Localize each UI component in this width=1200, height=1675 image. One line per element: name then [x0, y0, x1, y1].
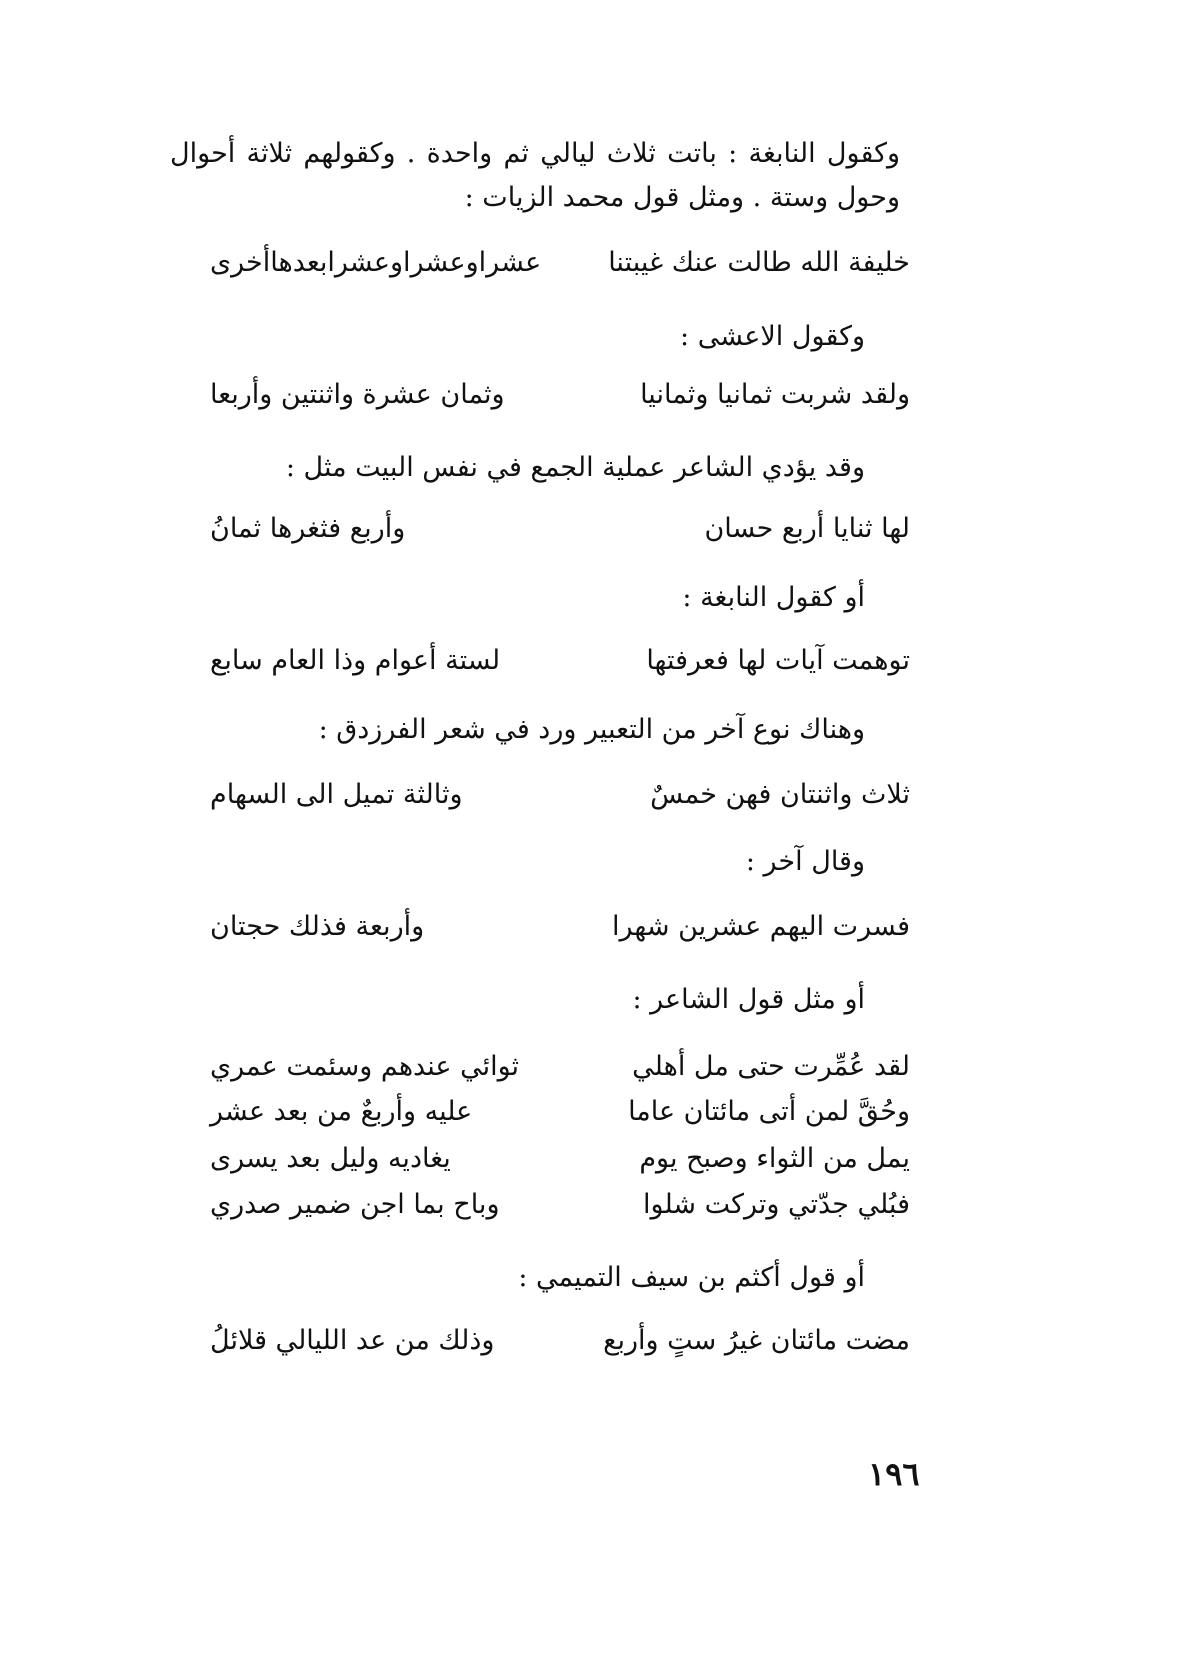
heading-aasha: وكقول الاعشى :: [680, 321, 865, 352]
heading-sum: وقد يؤدي الشاعر عملية الجمع في نفس البيت مثل :: [285, 452, 865, 483]
verse-nabigha: [210, 638, 910, 684]
verse-sum: [210, 506, 910, 552]
verse-hemistich-first: فسرت اليهم عشرين شهرا: [612, 911, 910, 942]
verse-hemistich-second: وثمان عشرة واثنتين وأربعا: [210, 379, 505, 410]
verse-hemistich-first: فبُلي جدّتي وتركت شلوا: [643, 1189, 910, 1220]
verse-hemistich-second: عليه وأربعٌ من بعد عشر: [210, 1096, 473, 1127]
verse-hemistich-first: ولقد شربت ثمانيا وثمانيا: [640, 379, 910, 410]
heading-other: وقال آخر :: [745, 846, 865, 877]
verse-hemistich-second: لستة أعوام وذا العام سابع: [210, 645, 501, 676]
verse-hemistich-second: ثوائي عندهم وسئمت عمري: [210, 1051, 520, 1082]
verse-hemistich-second: وأربع فثغرها ثمانُ: [210, 513, 406, 544]
verse-hemistich-first: لقد عُمِّرت حتى مل أهلي: [632, 1051, 910, 1082]
verse-hemistich-first: ثلاث واثنتان فهن خمسٌ: [650, 779, 910, 810]
verse-hemistich-first: خليفة الله طالت عنك غيبتنا: [608, 247, 910, 278]
verse-hemistich-second: عشراوعشراوعشرابعدهاأخرى: [210, 247, 542, 278]
heading-poet: أو مثل قول الشاعر :: [632, 984, 865, 1015]
verse-farazdaq: [210, 772, 910, 818]
verse-aktham: [210, 1318, 910, 1364]
verse-aasha: [210, 372, 910, 418]
verse-hemistich-first: يمل من الثواء وصبح يوم: [639, 1143, 910, 1174]
verse-hemistich-second: وثالثة تميل الى السهام: [210, 779, 463, 810]
verse-hemistich-first: توهمت آيات لها فعرفتها: [646, 645, 910, 676]
verse-zayyat: [210, 240, 910, 286]
stanza-line: [210, 1182, 910, 1228]
verse-hemistich-second: وباح بما اجن ضمير صدري: [210, 1189, 500, 1220]
heading-farazdaq: وهناك نوع آخر من التعبير ورد في شعر الفرزدق :: [318, 714, 865, 745]
stanza-line: [210, 1044, 910, 1090]
verse-hemistich-second: وأربعة فذلك حجتان: [210, 911, 425, 942]
verse-hemistich-first: وحُقَّ لمن أتى مائتان عاما: [628, 1096, 910, 1127]
verse-hemistich-first: لها ثنايا أربع حسان: [704, 513, 910, 544]
page-number: ١٩٦: [868, 1455, 920, 1493]
intro-paragraph: وكقول النابغة : باتت ثلاث ليالي ثم واحدة . وكقولهم ثلاثة أحوال وحول وستة . ومثل قول محمد الزيات :: [170, 138, 900, 213]
verse-hemistich-first: مضت مائتان غيرُ ستٍ وأربع: [603, 1325, 910, 1356]
heading-aktham: أو قول أكثم بن سيف التميمي :: [518, 1262, 865, 1293]
stanza-line: [210, 1089, 910, 1135]
heading-nabigha: أو كقول النابغة :: [682, 582, 865, 613]
verse-other: [210, 904, 910, 950]
verse-hemistich-second: وذلك من عد الليالي قلائلُ: [210, 1325, 495, 1356]
stanza-line: [210, 1136, 910, 1182]
verse-hemistich-second: يغاديه وليل بعد يسرى: [210, 1143, 451, 1174]
